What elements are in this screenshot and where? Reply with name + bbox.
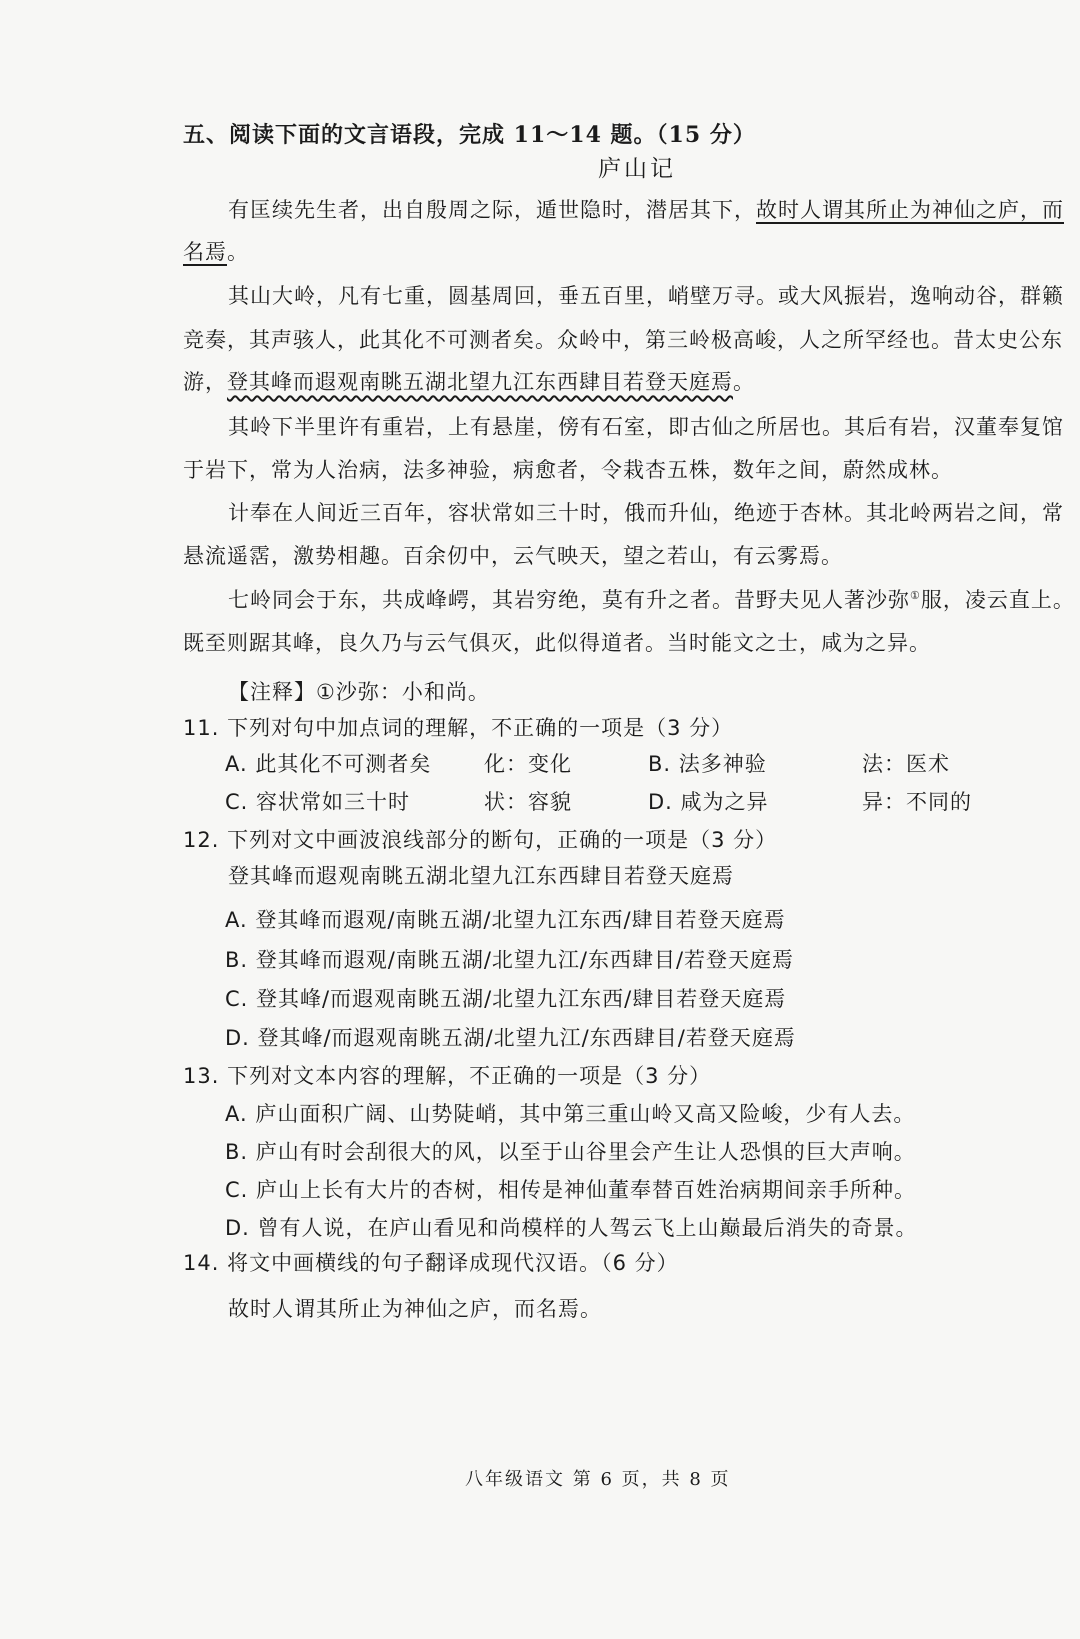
passage-text: 服，凌云直上。 xyxy=(920,588,1075,612)
q12-sentence: 登其峰而遐观南眺五湖北望九江东西肆目若登天庭焉 xyxy=(228,864,734,888)
footnote-marker: ① xyxy=(910,589,921,602)
passage-line: 于岩下，常为人治病，法多神验，病愈者，令栽杏五株，数年之间，蔚然成林。 xyxy=(183,458,953,482)
passage-line: 既至则踞其峰，良久乃与云气俱灭，此似得道者。当时能文之士，咸为之异。 xyxy=(183,631,931,655)
underlined-sentence-end: 名焉 xyxy=(183,240,227,264)
passage-text: 七岭同会于东，共成峰崿，其岩穷绝，莫有升之者。昔野夫见人著沙弥 xyxy=(228,588,910,612)
q12-option-c: C. 登其峰/而遐观南眺五湖/北望九江东西/肆目若登天庭焉 xyxy=(225,987,787,1011)
section-heading: 五、阅读下面的文言语段，完成 11～14 题。（15 分） xyxy=(183,122,756,148)
passage-line: 悬流遥霑，激势相趣。百余仞中，云气映天，望之若山，有云雾焉。 xyxy=(183,544,843,568)
passage-line xyxy=(183,236,249,266)
q11-option-c: C. 容状常如三十时 xyxy=(225,790,411,814)
q12-option-a: A. 登其峰而遐观/南眺五湖/北望九江东西/肆目若登天庭焉 xyxy=(225,908,786,932)
passage-line: 竞奏，其声骇人，此其化不可测者矣。众岭中，第三岭极高峻，人之所罕经也。昔太史公东 xyxy=(183,328,1063,352)
q11-option-d-gloss: 异：不同的 xyxy=(862,790,972,814)
page-footer: 八年级语文 第 6 页，共 8 页 xyxy=(465,1469,731,1490)
question-11-stem: 11. 下列对句中加点词的理解，不正确的一项是（3 分） xyxy=(183,716,734,740)
question-13-stem: 13. 下列对文本内容的理解，不正确的一项是（3 分） xyxy=(183,1064,712,1088)
q11-option-d: D. 咸为之异 xyxy=(648,790,769,814)
q14-sentence: 故时人谓其所止为神仙之庐，而名焉。 xyxy=(228,1297,602,1321)
wavy-underlined-sentence: 登其峰而遐观南眺五湖北望九江东西肆目若登天庭焉 xyxy=(227,370,733,394)
passage-title: 庐山记 xyxy=(598,156,676,182)
q12-option-d: D. 登其峰/而遐观南眺五湖/北望九江/东西肆目/若登天庭焉 xyxy=(225,1026,796,1050)
q12-option-b: B. 登其峰而遐观/南眺五湖/北望九江/东西肆目/若登天庭焉 xyxy=(225,948,795,972)
footnote: 【注释】①沙弥：小和尚。 xyxy=(228,680,490,704)
q13-option-d: D. 曾有人说，在庐山看见和尚模样的人驾云飞上山巅最后消失的奇景。 xyxy=(225,1216,918,1240)
passage-line xyxy=(228,194,1064,224)
q13-option-c: C. 庐山上长有大片的杏树，相传是神仙董奉替百姓治病期间亲手所种。 xyxy=(225,1178,917,1202)
q11-option-a: A. 此其化不可测者矣 xyxy=(225,752,432,776)
passage-text: 游， xyxy=(183,370,227,394)
passage-line xyxy=(183,366,755,396)
passage-line: 其山大岭，凡有七重，圆基周回，垂五百里，峭壁万寻。或大风振岩，逸响动谷，群籁 xyxy=(228,284,1064,308)
passage-text: 有匡续先生者，出自殷周之际，遁世隐时，潜居其下， xyxy=(228,198,756,222)
question-14-stem: 14. 将文中画横线的句子翻译成现代汉语。（6 分） xyxy=(183,1251,679,1275)
q11-option-c-gloss: 状：容貌 xyxy=(484,790,572,814)
underlined-sentence: 故时人谓其所止为神仙之庐，而 xyxy=(756,198,1064,222)
question-12-stem: 12. 下列对文中画波浪线部分的断句，正确的一项是（3 分） xyxy=(183,828,778,852)
punctuation: 。 xyxy=(733,370,755,394)
q11-option-a-gloss: 化：变化 xyxy=(484,752,572,776)
q13-option-b: B. 庐山有时会刮很大的风，以至于山谷里会产生让人恐惧的巨大声响。 xyxy=(225,1140,916,1164)
passage-line xyxy=(228,584,1075,614)
q11-option-b: B. 法多神验 xyxy=(648,752,767,776)
passage-line: 计奉在人间近三百年，容状常如三十时，俄而升仙，绝迹于杏林。其北岭两岩之间，常 xyxy=(228,501,1064,525)
punctuation: 。 xyxy=(227,240,249,264)
q11-option-b-gloss: 法：医术 xyxy=(862,752,950,776)
passage-line: 其岭下半里许有重岩，上有悬崖，傍有石室，即古仙之所居也。其后有岩，汉董奉复馆 xyxy=(228,415,1064,439)
q13-option-a: A. 庐山面积广阔、山势陡峭，其中第三重山岭又高又险峻，少有人去。 xyxy=(225,1102,916,1126)
